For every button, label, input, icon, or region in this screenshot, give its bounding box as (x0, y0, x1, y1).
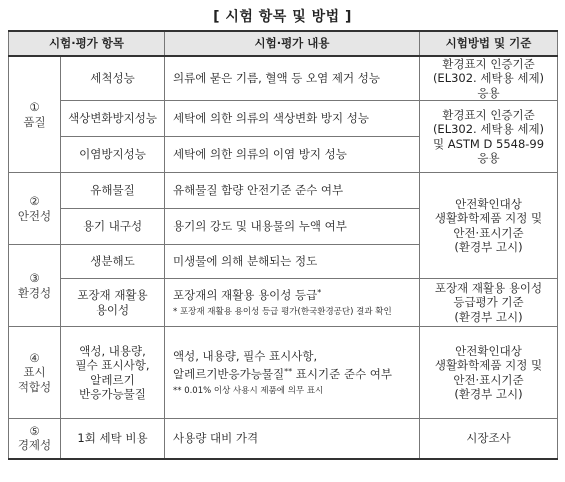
method-washing: 환경표지 인증기준 (EL302. 세탁용 세제) 응용 (420, 56, 558, 101)
content-biodegrade: 미생물에 의해 분해되는 정도 (165, 245, 420, 279)
content-labeling-line1: 액성, 내용량, 필수 표시사항, (173, 348, 318, 363)
table-row (9, 56, 558, 101)
content-harmful: 유해물질 함량 안전기준 준수 여부 (165, 173, 420, 209)
category-number: ⑤ (29, 424, 40, 438)
content-labeling-allergen: 알레르기반응가능물질 (173, 367, 285, 382)
content-labeling-line2 (173, 367, 415, 381)
item-biodegrade: 생분해도 (61, 245, 165, 279)
method-color: 환경표지 인증기준 (EL302. 세탁용 세제) 및 ASTM D 5548-99 응용 (420, 101, 558, 173)
content-labeling (165, 327, 420, 419)
table-row (9, 327, 558, 419)
item-cost: 1회 세탁 비용 (61, 419, 165, 459)
header-method: 시험방법 및 기준 (420, 31, 558, 56)
category-environment (9, 245, 61, 327)
method-packaging: 포장재 재활용 용이성 등급평가 기준 (환경부 고시) (420, 279, 558, 327)
table-row (9, 279, 558, 327)
footnote-packaging: * 포장재 재활용 용이성 등급 평가(한국환경공단) 결과 확인 (173, 306, 392, 317)
category-number: ① (29, 100, 40, 115)
item-container: 용기 내구성 (61, 209, 165, 245)
method-safety: 안전확인대상 생활화학제품 지정 및 안전·표시기준 (환경부 고시) (420, 173, 558, 279)
content-colortransfer: 세탁에 의한 의류의 이염 방지 성능 (165, 137, 420, 173)
content-cost: 사용량 대비 가격 (165, 419, 420, 459)
category-quality (9, 56, 61, 173)
footnote-labeling: ** 0.01% 이상 사용시 제품에 의무 표시 (173, 385, 324, 396)
header-content: 시험·평가 내용 (165, 31, 420, 56)
table-header-row (9, 31, 558, 56)
category-name: 품질 (23, 114, 46, 129)
content-colorfade: 세탁에 의한 의류의 색상변화 방지 성능 (165, 101, 420, 137)
method-cost: 시장조사 (420, 419, 558, 459)
page-title: [ 시험 항목 및 방법 ] (213, 9, 352, 25)
category-number: ③ (29, 271, 40, 286)
content-packaging-text: 포장재의 재활용 용이성 등급 (173, 288, 318, 303)
category-name: 표시 적합성 (17, 365, 52, 394)
footnote-mark: ** (284, 367, 293, 377)
item-washing: 세척성능 (61, 56, 165, 101)
content-container: 용기의 강도 및 내용물의 누액 여부 (165, 209, 420, 245)
header-item: 시험·평가 항목 (9, 31, 165, 56)
method-labeling: 안전확인대상 생활화학제품 지정 및 안전·표시기준 (환경부 고시) (420, 327, 558, 419)
category-name: 경제성 (17, 438, 52, 453)
footnote-mark: * (317, 288, 322, 298)
table-row (9, 173, 558, 209)
table-row (9, 101, 558, 137)
category-name: 안전성 (17, 208, 52, 223)
category-number: ④ (29, 351, 40, 366)
item-harmful: 유해물질 (61, 173, 165, 209)
category-name: 환경성 (17, 285, 52, 300)
content-packaging (165, 279, 420, 327)
item-colorfade: 색상변화방지성능 (61, 101, 165, 137)
category-label (9, 327, 61, 419)
content-washing: 의류에 묻은 기름, 혈액 등 오염 제거 성능 (165, 56, 420, 101)
item-colortransfer: 이염방지성능 (61, 137, 165, 173)
category-economy (9, 419, 61, 459)
content-labeling-tail: 표시기준 준수 여부 (292, 367, 392, 382)
item-packaging: 포장재 재활용 용이성 (61, 279, 165, 327)
category-safety (9, 173, 61, 245)
item-labeling: 액성, 내용량, 필수 표시사항, 알레르기 반응가능물질 (61, 327, 165, 419)
table-row (9, 419, 558, 459)
category-number: ② (29, 194, 40, 209)
test-items-table (8, 30, 558, 460)
